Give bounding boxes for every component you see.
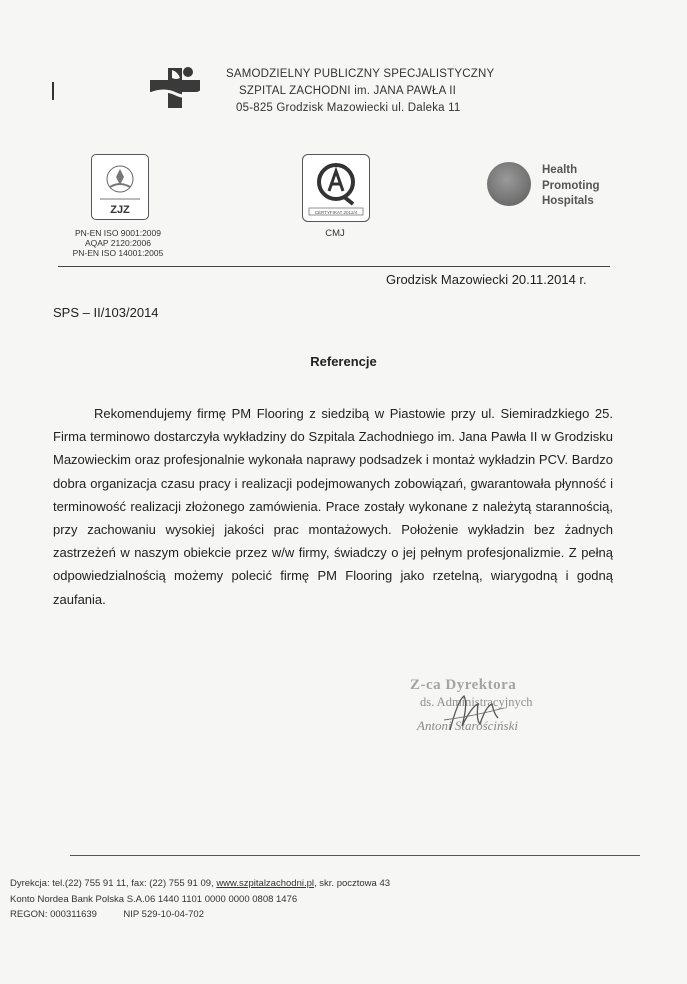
signature-title: Z-ca Dyrektora: [410, 677, 517, 693]
hph-line-2: Promoting: [542, 179, 600, 192]
cmj-certification-logo: [302, 154, 370, 222]
letter-footer: [10, 876, 390, 923]
footer-website-link[interactable]: www.szpitalzachodni.pl: [216, 878, 314, 889]
footer-divider: [70, 855, 640, 856]
hph-line-3: Hospitals: [542, 195, 594, 207]
hospital-name-line2: SZPITAL ZACHODNI im. JANA PAWŁA II: [239, 85, 457, 97]
hph-logo-icon: [487, 162, 531, 206]
footer-phone-fax: Dyrekcja: tel.(22) 755 91 11, fax: (22) 755 91 09,: [10, 878, 217, 889]
letter-body: [53, 402, 613, 611]
hospital-address: 05-825 Grodzisk Mazowiecki ul. Daleka 11: [236, 102, 461, 114]
handwritten-signature-icon: [440, 690, 520, 740]
footer-contact-line: [10, 876, 390, 892]
footer-po-box: , skr. pocztowa 43: [314, 878, 391, 889]
zjz-label: ZJZ: [110, 204, 130, 216]
hph-line-1: Health: [542, 164, 578, 176]
hospital-logo-icon: [146, 64, 208, 112]
cmj-badge-text: CERTYFIKAT 2012/4: [314, 210, 358, 215]
letter-title: Referencje: [310, 354, 377, 369]
letter-date: Grodzisk Mazowiecki 20.11.2014 r.: [386, 272, 587, 287]
signature-name: Antoni Starościński: [417, 718, 518, 733]
iso-line-1: PN-EN ISO 9001:2009: [75, 228, 161, 238]
footer-regon-nip: REGON: 000311639 NIP 529-10-04-702: [10, 909, 204, 920]
footer-bank-account: Konto Nordea Bank Polska S.A.06 1440 1101 0000 0000 0808 1476: [10, 893, 298, 905]
hospital-name-block: [226, 66, 516, 117]
iso-line-2: AQAP 2120:2006: [84, 238, 151, 248]
iso-line-3: PN-EN ISO 14001:2005: [72, 248, 164, 258]
signature-department: ds. Administracyjnych: [420, 695, 533, 709]
hospital-name-line1: SAMODZIELNY PUBLICZNY SPECJALISTYCZNY: [226, 68, 495, 80]
body-paragraph: Rekomendujemy firmę PM Flooring z siedzibą w Piastowie przy ul. Siemiradzkiego 25. Firma terminowo dostarczyła wykładziny do Szpitala Zachodniego im. Jana Pawła II w Grodzisku Mazowieckim oraz profesjonalnie wykonała naprawy podsadzek i montaż wykładzin PCV. Bardzo dobra organizacja czasu pracy i realizacji podejmowanych zobowiązań, gwarantowała płynność i terminowość realizacji złożonego zamówienia. Prace zostały wykonane z należytą starannością, przy zachowaniu wysokiej jakości prac montażowych. Położenie wykładzin bez żadnych zastrzeżeń w naszym obiekcie przez w/w firmy, świadczy o jej pełnym profesjonalizmie. Z pełną odpowiedzialnością możemy polecić firmę PM Flooring jako rzetelną, wiarygodną i godną zaufania.: [53, 406, 613, 607]
margin-mark: [52, 82, 54, 100]
zjz-certification-logo: [91, 154, 149, 220]
hph-logo-text: [542, 163, 600, 210]
cmj-label: CMJ: [325, 228, 345, 239]
header-divider: [58, 266, 610, 267]
iso-standards-list: [58, 228, 178, 258]
reference-number: SPS – II/103/2014: [53, 305, 159, 320]
